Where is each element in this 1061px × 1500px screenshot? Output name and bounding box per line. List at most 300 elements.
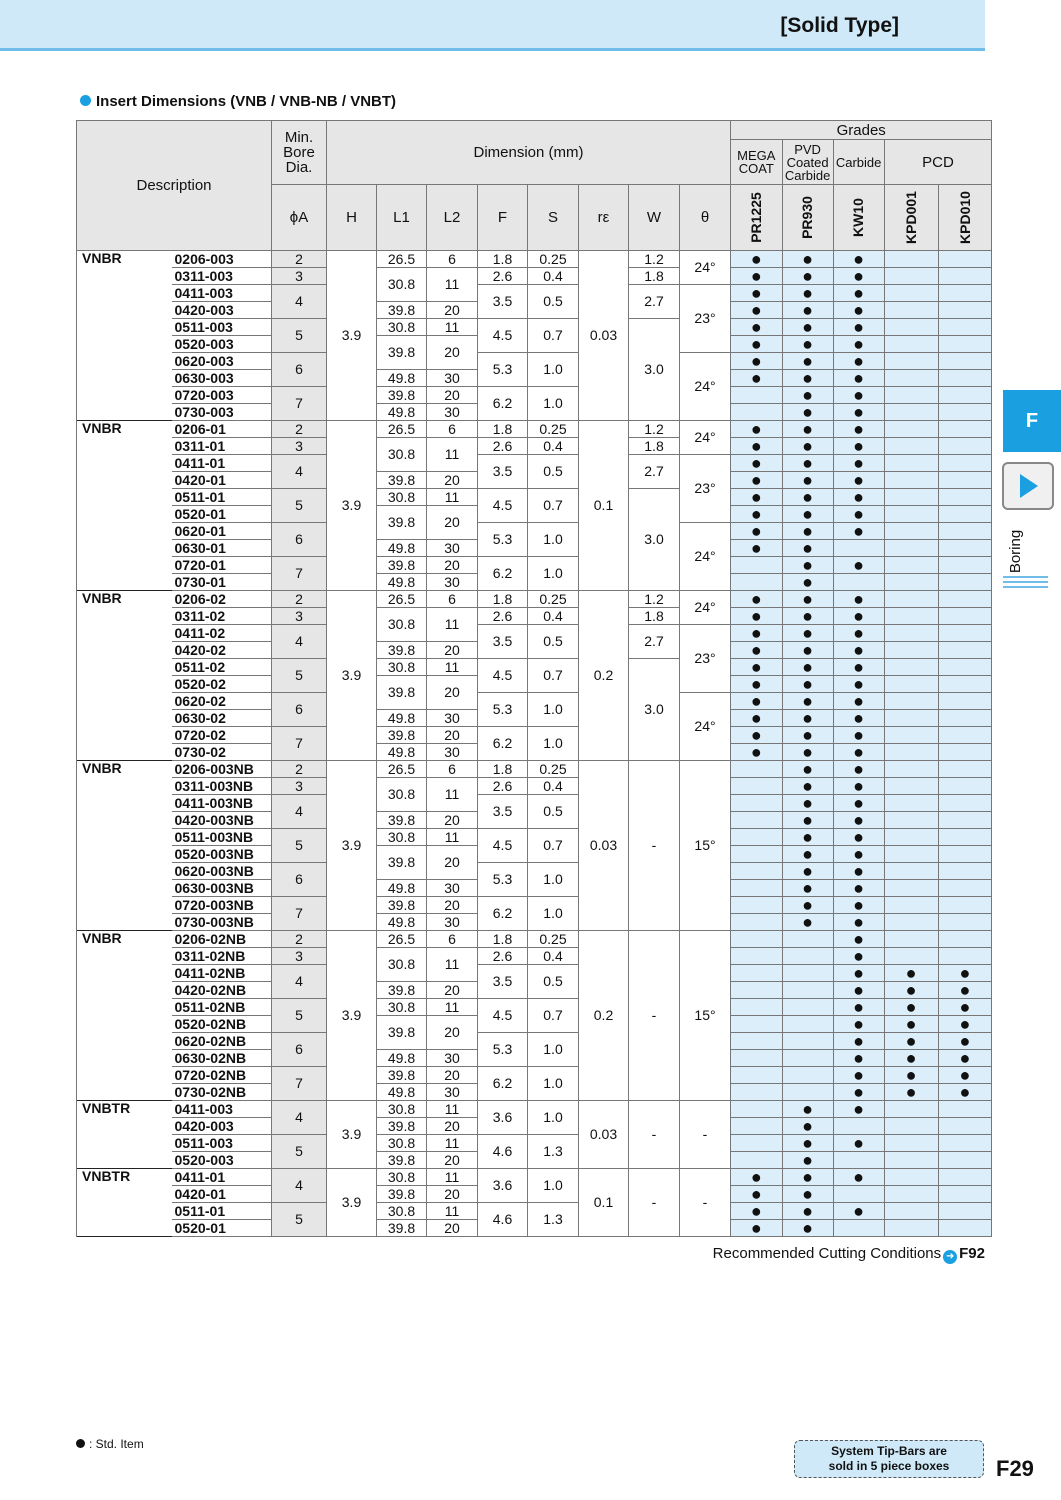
- s-cell: 0.7: [528, 659, 579, 693]
- re-cell: 0.2: [579, 931, 629, 1101]
- std-item-bullet: ●: [782, 710, 833, 727]
- l1-cell: 39.8: [377, 557, 427, 574]
- grade-cell: [938, 1101, 992, 1118]
- grade-cell: [731, 404, 783, 421]
- grade-cell: [884, 506, 938, 523]
- theta-cell: 24°: [680, 591, 731, 625]
- phi-a-cell: 6: [272, 693, 327, 727]
- std-item-bullet: ●: [731, 506, 783, 523]
- theta-cell: -: [680, 1169, 731, 1237]
- l1-cell: 39.8: [377, 1067, 427, 1084]
- std-item-bullet: ●: [833, 897, 884, 914]
- std-item-bullet: ●: [782, 506, 833, 523]
- w-cell: -: [629, 1101, 680, 1169]
- insert-code: 0630-003: [172, 370, 272, 387]
- grade-cell: [731, 1050, 783, 1067]
- table-row: [77, 421, 992, 438]
- f-cell: 6.2: [478, 387, 528, 421]
- grade-cell: [731, 795, 783, 812]
- grade-cell: [731, 1135, 783, 1152]
- std-item-bullet: ●: [833, 387, 884, 404]
- std-item-bullet: ●: [731, 1186, 783, 1203]
- l1-cell: 39.8: [377, 676, 427, 710]
- theta-cell: -: [680, 1101, 731, 1169]
- l1-cell: 39.8: [377, 846, 427, 880]
- grade-cell: [731, 1033, 783, 1050]
- family-label: VNBTR: [77, 1169, 172, 1237]
- insert-code: 0520-01: [172, 506, 272, 523]
- std-item-bullet: ●: [731, 625, 783, 642]
- l1-cell: 39.8: [377, 1016, 427, 1050]
- std-item-bullet: ●: [782, 404, 833, 421]
- grade-cell: [833, 1186, 884, 1203]
- grade-cell: [938, 693, 992, 710]
- table-row: [77, 1101, 992, 1118]
- std-item-bullet: ●: [833, 1016, 884, 1033]
- std-item-bullet: ●: [938, 965, 992, 982]
- grade-cell: [833, 1152, 884, 1169]
- grade-cell: [884, 625, 938, 642]
- mega-coat-header: MEGA COAT: [731, 140, 783, 185]
- l2-cell: 11: [427, 778, 478, 812]
- std-item-bullet: ●: [782, 336, 833, 353]
- table-row: [77, 387, 992, 404]
- phi-a-cell: 7: [272, 387, 327, 421]
- l1-cell: 39.8: [377, 642, 427, 659]
- l1-cell: 39.8: [377, 1152, 427, 1169]
- grade-cell: [731, 863, 783, 880]
- std-item-bullet: ●: [833, 642, 884, 659]
- l1-cell: 49.8: [377, 404, 427, 421]
- grade-cell: [938, 370, 992, 387]
- l2-cell: 30: [427, 744, 478, 761]
- grade-cell: [731, 761, 783, 778]
- insert-code: 0630-02NB: [172, 1050, 272, 1067]
- l2-cell: 11: [427, 659, 478, 676]
- grade-cell: [731, 1152, 783, 1169]
- grade-cell: [938, 812, 992, 829]
- insert-code: 0511-01: [172, 1203, 272, 1220]
- col-header: H: [327, 185, 377, 251]
- w-cell: 3.0: [629, 659, 680, 761]
- s-cell: 1.0: [528, 897, 579, 931]
- l2-cell: 20: [427, 557, 478, 574]
- f-cell: 3.5: [478, 625, 528, 659]
- grade-cell: [884, 778, 938, 795]
- f-cell: 5.3: [478, 523, 528, 557]
- s-cell: 0.25: [528, 931, 579, 948]
- l2-cell: 11: [427, 489, 478, 506]
- l1-cell: 30.8: [377, 1203, 427, 1220]
- header-band: [0, 0, 985, 51]
- s-cell: 0.7: [528, 319, 579, 353]
- phi-a-cell: 5: [272, 829, 327, 863]
- re-cell: 0.03: [579, 1101, 629, 1169]
- grade-cell: [938, 1186, 992, 1203]
- l1-cell: 30.8: [377, 659, 427, 676]
- std-item-bullet: ●: [833, 1101, 884, 1118]
- insert-code: 0411-01: [172, 455, 272, 472]
- std-item-bullet: ●: [833, 778, 884, 795]
- phi-a-cell: 2: [272, 251, 327, 268]
- col-header: F: [478, 185, 528, 251]
- insert-code: 0720-02NB: [172, 1067, 272, 1084]
- insert-code: 0206-02: [172, 591, 272, 608]
- grade-cell: [782, 1050, 833, 1067]
- grade-cell: [782, 1033, 833, 1050]
- l2-cell: 6: [427, 251, 478, 268]
- grade-cell: [782, 931, 833, 948]
- l2-cell: 11: [427, 319, 478, 336]
- std-item-bullet: ●: [833, 591, 884, 608]
- std-item-bullet: ●: [833, 336, 884, 353]
- grade-header: KW10: [833, 185, 884, 251]
- section-title: [80, 93, 396, 110]
- std-item-bullet: ●: [782, 1186, 833, 1203]
- insert-code: 0630-003NB: [172, 880, 272, 897]
- grade-cell: [938, 1118, 992, 1135]
- table-row: [77, 438, 992, 455]
- grade-cell: [884, 829, 938, 846]
- s-cell: 0.25: [528, 421, 579, 438]
- col-header: S: [528, 185, 579, 251]
- l1-cell: 30.8: [377, 268, 427, 302]
- w-cell: 1.2: [629, 421, 680, 438]
- insert-code: 0411-003NB: [172, 795, 272, 812]
- grade-cell: [731, 999, 783, 1016]
- grade-cell: [884, 1203, 938, 1220]
- grade-cell: [731, 812, 783, 829]
- grade-cell: [884, 1135, 938, 1152]
- l2-cell: 30: [427, 1050, 478, 1067]
- std-item-bullet: ●: [938, 1050, 992, 1067]
- std-item-bullet: ●: [731, 285, 783, 302]
- l2-cell: 30: [427, 540, 478, 557]
- grade-cell: [938, 897, 992, 914]
- std-item-bullet: ●: [782, 1152, 833, 1169]
- std-item-bullet: ●: [938, 1067, 992, 1084]
- f-cell: 6.2: [478, 1067, 528, 1101]
- theta-cell: 24°: [680, 693, 731, 761]
- insert-dimensions-table: [76, 120, 992, 1237]
- f-cell: 5.3: [478, 693, 528, 727]
- std-item-bullet: ●: [782, 251, 833, 268]
- std-item-bullet: ●: [782, 659, 833, 676]
- grade-cell: [884, 727, 938, 744]
- grade-cell: [938, 353, 992, 370]
- insert-code: 0620-01: [172, 523, 272, 540]
- table-row: [77, 965, 992, 982]
- std-item-bullet: ●: [782, 795, 833, 812]
- std-item-bullet: ●: [833, 1033, 884, 1050]
- phi-a-cell: 6: [272, 863, 327, 897]
- l1-cell: 30.8: [377, 1135, 427, 1152]
- grade-cell: [731, 931, 783, 948]
- grade-cell: [884, 795, 938, 812]
- phi-a-cell: 5: [272, 489, 327, 523]
- grade-cell: [938, 1220, 992, 1237]
- table-row: [77, 608, 992, 625]
- s-cell: 1.0: [528, 693, 579, 727]
- theta-cell: 23°: [680, 625, 731, 693]
- insert-code: 0520-02NB: [172, 1016, 272, 1033]
- insert-code: 0730-003NB: [172, 914, 272, 931]
- l1-cell: 49.8: [377, 880, 427, 897]
- l1-cell: 30.8: [377, 778, 427, 812]
- l1-cell: 30.8: [377, 608, 427, 642]
- insert-code: 0720-02: [172, 727, 272, 744]
- table-row: [77, 778, 992, 795]
- grade-cell: [782, 948, 833, 965]
- phi-a-cell: 3: [272, 948, 327, 965]
- insert-code: 0311-02: [172, 608, 272, 625]
- std-item-bullet: ●: [833, 1203, 884, 1220]
- l1-cell: 49.8: [377, 710, 427, 727]
- std-item-bullet: ●: [782, 574, 833, 591]
- f-cell: 3.5: [478, 965, 528, 999]
- grade-cell: [884, 931, 938, 948]
- grade-cell: [938, 557, 992, 574]
- table-row: [77, 523, 992, 540]
- phi-a-cell: 5: [272, 1203, 327, 1237]
- grade-cell: [884, 268, 938, 285]
- insert-code: 0511-003: [172, 1135, 272, 1152]
- page-title: [Solid Type]: [780, 14, 899, 37]
- insert-code: 0206-003NB: [172, 761, 272, 778]
- std-item-bullet: ●: [833, 251, 884, 268]
- l1-cell: 49.8: [377, 914, 427, 931]
- std-item-bullet: ●: [782, 727, 833, 744]
- insert-code: 0420-02NB: [172, 982, 272, 999]
- phi-a-cell: 4: [272, 285, 327, 319]
- std-item-bullet: ●: [884, 982, 938, 999]
- std-item-bullet: ●: [731, 251, 783, 268]
- l1-cell: 26.5: [377, 421, 427, 438]
- s-cell: 1.3: [528, 1203, 579, 1237]
- l2-cell: 11: [427, 1101, 478, 1118]
- l2-cell: 11: [427, 948, 478, 982]
- std-item-bullet: ●: [833, 676, 884, 693]
- grade-cell: [938, 625, 992, 642]
- grade-cell: [884, 1169, 938, 1186]
- l2-cell: 11: [427, 1135, 478, 1152]
- grade-cell: [884, 1186, 938, 1203]
- grade-cell: [884, 370, 938, 387]
- insert-code: 0511-02NB: [172, 999, 272, 1016]
- std-item-bullet: ●: [833, 795, 884, 812]
- grade-cell: [938, 1169, 992, 1186]
- std-item-bullet: ●: [782, 1101, 833, 1118]
- l1-cell: 26.5: [377, 761, 427, 778]
- theta-cell: 24°: [680, 421, 731, 455]
- l2-cell: 20: [427, 1016, 478, 1050]
- std-item-bullet: ●: [833, 693, 884, 710]
- l1-cell: 39.8: [377, 982, 427, 999]
- grade-cell: [884, 251, 938, 268]
- phi-a-cell: 2: [272, 421, 327, 438]
- grade-cell: [731, 1016, 783, 1033]
- grade-cell: [731, 965, 783, 982]
- std-item-bullet: ●: [833, 438, 884, 455]
- std-item-bullet: ●: [782, 880, 833, 897]
- min-bore-header: Min. Bore Dia.: [272, 121, 327, 185]
- l1-cell: 30.8: [377, 319, 427, 336]
- std-item-bullet: ●: [782, 897, 833, 914]
- grade-cell: [938, 506, 992, 523]
- tip-bar-box-note: System Tip-Bars are sold in 5 piece boxes: [794, 1440, 984, 1478]
- std-item-bullet: ●: [833, 302, 884, 319]
- std-item-bullet: ●: [782, 540, 833, 557]
- insert-code: 0720-003: [172, 387, 272, 404]
- side-label: Boring: [1007, 529, 1025, 574]
- s-cell: 1.0: [528, 353, 579, 387]
- l2-cell: 20: [427, 1186, 478, 1203]
- std-item-bullet: ●: [833, 744, 884, 761]
- section-title-text: Insert Dimensions (VNB / VNB-NB / VNBT): [96, 93, 397, 110]
- std-item-bullet: ●: [782, 421, 833, 438]
- grade-cell: [833, 1220, 884, 1237]
- table-row: [77, 319, 992, 336]
- std-item-bullet: ●: [782, 455, 833, 472]
- grade-cell: [731, 880, 783, 897]
- std-item-bullet: ●: [884, 1016, 938, 1033]
- s-cell: 0.25: [528, 251, 579, 268]
- f-cell: 3.5: [478, 455, 528, 489]
- rec-ref-link[interactable]: F92: [959, 1245, 985, 1262]
- table-row: [77, 761, 992, 778]
- l1-cell: 39.8: [377, 302, 427, 319]
- f-cell: 4.5: [478, 999, 528, 1033]
- l2-cell: 11: [427, 999, 478, 1016]
- std-item-bullet: ●: [833, 829, 884, 846]
- f-cell: 3.6: [478, 1169, 528, 1203]
- std-item-bullet: ●: [833, 268, 884, 285]
- phi-a-cell: 3: [272, 608, 327, 625]
- std-item-bullet: ●: [782, 676, 833, 693]
- s-cell: 0.25: [528, 591, 579, 608]
- std-item-bullet: ●: [782, 1220, 833, 1237]
- f-cell: 4.5: [478, 319, 528, 353]
- grade-cell: [938, 608, 992, 625]
- phi-a-cell: 7: [272, 1067, 327, 1101]
- insert-code: 0520-003: [172, 1152, 272, 1169]
- l1-cell: 39.8: [377, 387, 427, 404]
- l2-cell: 20: [427, 506, 478, 540]
- phi-a-cell: 4: [272, 795, 327, 829]
- l2-cell: 20: [427, 302, 478, 319]
- grade-cell: [782, 982, 833, 999]
- f-cell: 3.5: [478, 795, 528, 829]
- insert-code: 0311-003NB: [172, 778, 272, 795]
- l1-cell: 30.8: [377, 489, 427, 506]
- family-label: VNBR: [77, 761, 172, 931]
- h-cell: 3.9: [327, 421, 377, 591]
- std-item-bullet: ●: [833, 285, 884, 302]
- std-item-bullet: ●: [782, 302, 833, 319]
- grade-cell: [884, 608, 938, 625]
- l2-cell: 11: [427, 438, 478, 472]
- l1-cell: 26.5: [377, 591, 427, 608]
- grade-cell: [731, 778, 783, 795]
- col-header: L1: [377, 185, 427, 251]
- theta-cell: 24°: [680, 251, 731, 285]
- std-item-bullet: ●: [782, 268, 833, 285]
- l1-cell: 39.8: [377, 336, 427, 370]
- w-cell: 1.8: [629, 608, 680, 625]
- s-cell: 1.3: [528, 1135, 579, 1169]
- grade-cell: [782, 1067, 833, 1084]
- w-cell: -: [629, 761, 680, 931]
- std-item-bullet: ●: [731, 268, 783, 285]
- f-cell: 3.5: [478, 285, 528, 319]
- table-row: [77, 948, 992, 965]
- phi-a-cell: 6: [272, 1033, 327, 1067]
- std-item-bullet: ●: [782, 1135, 833, 1152]
- std-item-bullet: ●: [938, 1084, 992, 1101]
- grade-cell: [938, 404, 992, 421]
- std-item-bullet: ●: [833, 353, 884, 370]
- l2-cell: 20: [427, 1220, 478, 1237]
- rec-text: Recommended Cutting Conditions: [712, 1245, 942, 1262]
- family-label: VNBTR: [77, 1101, 172, 1169]
- std-item-bullet: ●: [833, 863, 884, 880]
- grade-cell: [884, 285, 938, 302]
- grade-cell: [938, 591, 992, 608]
- grade-cell: [938, 948, 992, 965]
- grade-cell: [884, 659, 938, 676]
- h-cell: 3.9: [327, 251, 377, 421]
- arrow-right-icon: ➜: [943, 1250, 957, 1264]
- insert-code: 0730-02NB: [172, 1084, 272, 1101]
- s-cell: 1.0: [528, 1101, 579, 1135]
- insert-code: 0311-02NB: [172, 948, 272, 965]
- std-item-bullet: ●: [731, 540, 783, 557]
- insert-code: 0420-01: [172, 1186, 272, 1203]
- std-item-bullet: ●: [833, 506, 884, 523]
- grade-cell: [938, 710, 992, 727]
- grade-cell: [731, 387, 783, 404]
- l1-cell: 49.8: [377, 370, 427, 387]
- f-cell: 4.6: [478, 1135, 528, 1169]
- grade-cell: [884, 404, 938, 421]
- grade-cell: [938, 727, 992, 744]
- grade-cell: [884, 489, 938, 506]
- family-label: VNBR: [77, 591, 172, 761]
- grade-cell: [884, 897, 938, 914]
- grade-cell: [884, 557, 938, 574]
- grade-cell: [731, 914, 783, 931]
- std-item-bullet: ●: [884, 999, 938, 1016]
- table-row: [77, 1067, 992, 1084]
- w-cell: 2.7: [629, 455, 680, 489]
- l1-cell: 30.8: [377, 1169, 427, 1186]
- insert-code: 0420-01: [172, 472, 272, 489]
- w-cell: 1.2: [629, 591, 680, 608]
- l2-cell: 20: [427, 982, 478, 999]
- grade-cell: [884, 421, 938, 438]
- re-cell: 0.1: [579, 421, 629, 591]
- phi-a-cell: 3: [272, 438, 327, 455]
- std-item-bullet: ●: [938, 999, 992, 1016]
- std-item-bullet: ●: [731, 727, 783, 744]
- table-row: [77, 1169, 992, 1186]
- l2-cell: 11: [427, 608, 478, 642]
- section-tab-f[interactable]: F: [1003, 390, 1061, 452]
- grade-header: KPD010: [938, 185, 992, 251]
- grade-cell: [731, 557, 783, 574]
- std-item-bullet: ●: [782, 914, 833, 931]
- insert-code: 0311-01: [172, 438, 272, 455]
